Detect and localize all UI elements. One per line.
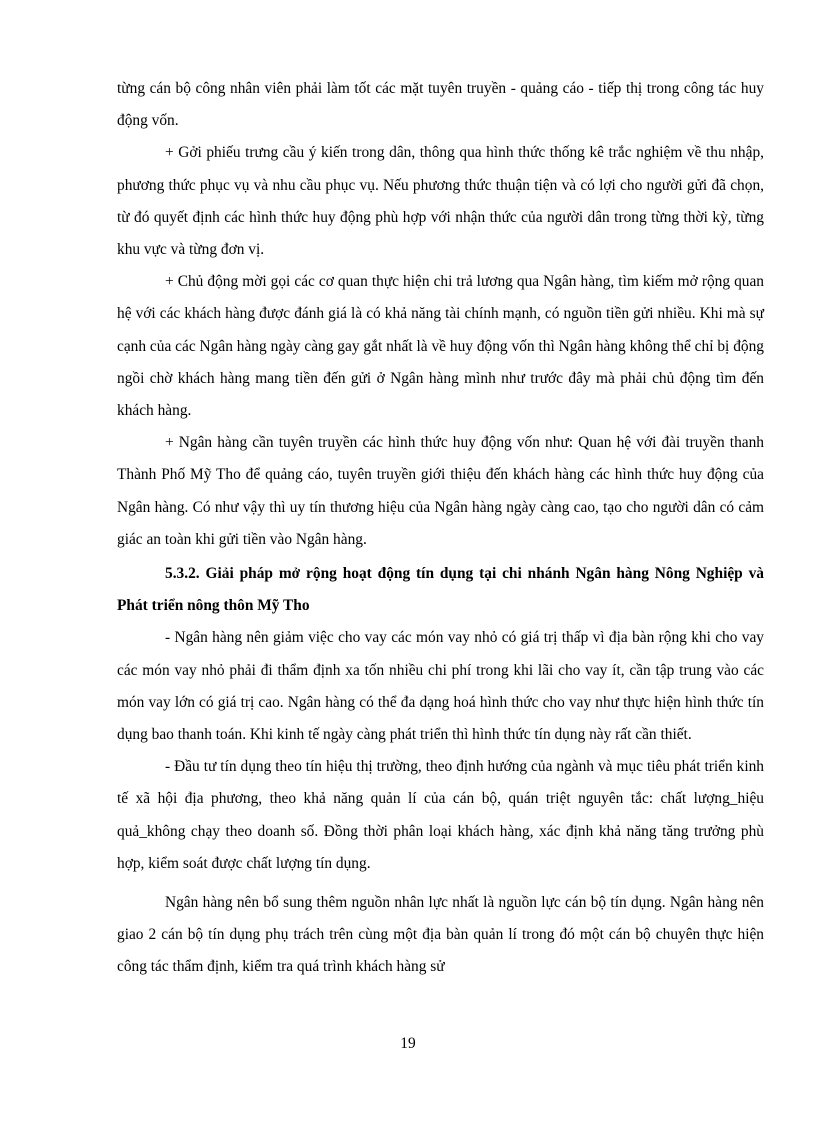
- paragraph-salary-payment: + Chủ động mời gọi các cơ quan thực hiện chi trả lương qua Ngân hàng, tìm kiếm mở rộng quan hệ với các khách hàng được đánh giá là có khả năng tài chính mạnh, có nguồn tiền gửi nhiều. Khi mà sự cạnh của các Ngân hàng ngày càng gay gắt nhất là về huy động vốn thì Ngân hàng không thể chỉ bị động ngồi chờ khách hàng mang tiền đến gửi ở Ngân hàng mình như trước đây mà phải chủ động tìm đến khách hàng.: [117, 273, 764, 420]
- document-page: [117, 73, 764, 984]
- paragraph-human-resources: Ngân hàng nên bổ sung thêm nguồn nhân lực nhất là nguồn lực cán bộ tín dụng. Ngân hàng nên giao 2 cán bộ tín dụng phụ trách trên cùng một địa bàn quản lí trong đó một cán bộ chuyên thực hiện công tác thẩm định, kiểm tra quá trình khách hàng sử: [117, 894, 764, 976]
- page-number: 19: [400, 1035, 416, 1052]
- paragraph-credit-investment: - Đầu tư tín dụng theo tín hiệu thị trường, theo định hướng của ngành và mục tiêu phát triển kinh tế xã hội địa phương, theo khả năng quản lí của cán bộ, quán triệt nguyên tắc: chất lượng_hiệu quả_không chạy theo doanh số. Đồng thời phân loại khách hàng, xác định khả năng tăng trưởng phù hợp, kiểm soát được chất lượng tín dụng.: [117, 758, 764, 872]
- paragraph-small-loans: - Ngân hàng nên giảm việc cho vay các món vay nhỏ có giá trị thấp vì địa bàn rộng khi cho vay các món vay nhỏ phải đi thẩm định xa tốn nhiều chi phí trong khi lãi cho vay ít, cần tập trung vào các món vay lớn có giá trị cao. Ngân hàng có thể đa dạng hoá hình thức cho vay như thực hiện hình thức tín dụng bao thanh toán. Khi kinh tế ngày càng phát triển thì hình thức tín dụng này rất cần thiết.: [117, 629, 764, 744]
- paragraph-radio-advertising: + Ngân hàng cần tuyên truyền các hình thức huy động vốn như: Quan hệ với đài truyền thanh Thành Phố Mỹ Tho để quảng cáo, tuyên truyền giới thiệu đến khách hàng các hình thức huy động của Ngân hàng. Có như vậy thì uy tín thương hiệu của Ngân hàng ngày càng cao, tạo cho người dân có cảm giác an toàn khi gửi tiền vào Ngân hàng.: [117, 434, 764, 548]
- paragraph-propaganda-continuation: từng cán bộ công nhân viên phải làm tốt các mặt tuyên truyền - quảng cáo - tiếp thị trong công tác huy động vốn.: [117, 80, 764, 130]
- section-heading-credit-expansion: 5.3.2. Giải pháp mở rộng hoạt động tín dụng tại chi nhánh Ngân hàng Nông Nghiệp và Phát triển nông thôn Mỹ Tho: [117, 565, 764, 615]
- paragraph-survey: + Gởi phiếu trưng cầu ý kiến trong dân, thông qua hình thức thống kê trắc nghiệm về thu nhập, phương thức phục vụ và nhu cầu phục vụ. Nếu phương thức thuận tiện và có lợi cho người gửi đã chọn, từ đó quyết định các hình thức huy động phù hợp với nhận thức của người dân trong từng thời kỳ, từng khu vực và từng đơn vị.: [117, 144, 764, 259]
